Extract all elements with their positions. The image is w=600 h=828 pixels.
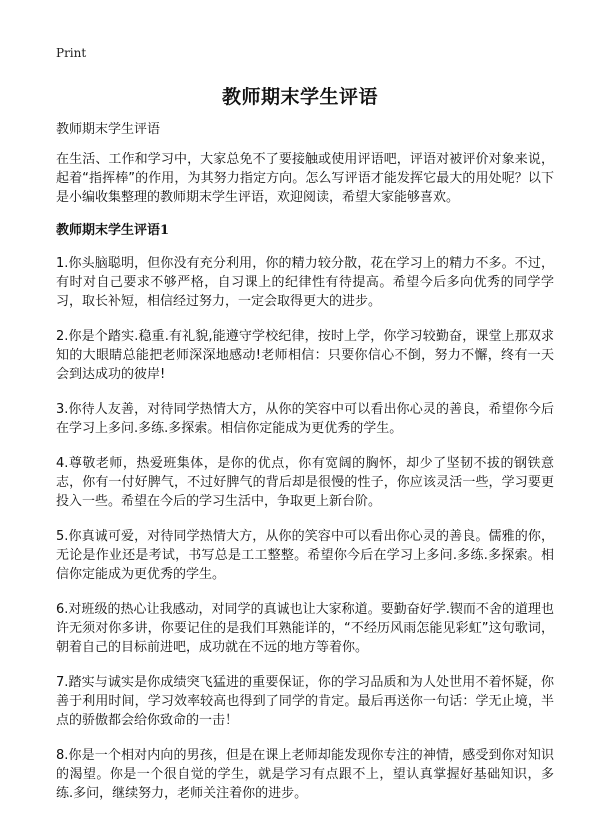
print-link[interactable]: Print [56, 46, 87, 60]
intro-paragraph: 在生活、工作和学习中，大家总免不了要接触或使用评语吧，评语对被评价对象来说，起着“指挥棒”的作用，为其努力指定方向。怎么写评语才能发挥它最大的用处呢？以下是小编收集整理的教师期末学生评语，欢迎阅读，希望大家能够喜欢。 [56, 152, 554, 205]
comment-item-4: 4.尊敬老师，热爱班集体，是你的优点，你有宽阔的胸怀，却少了坚韧不拔的钢铁意志，你有一付好脾气，不过好脾气的背后却是很慢的性子，你应该灵活一些，学习要更投入一些。希望在今后的学习生活中，争取更上新台阶。 [56, 456, 554, 509]
comment-item-3: 3.你待人友善，对待同学热情大方，从你的笑容中可以看出你心灵的善良，希望你今后在学习上多问.多练.多探索。相信你定能成为更优秀的学生。 [56, 402, 554, 436]
comment-item-1: 1.你头脑聪明，但你没有充分利用，你的精力较分散，花在学习上的精力不多。不过，有时对自己要求不够严格，自习课上的纪律性有待提高。希望今后多向优秀的同学学习，取长补短，相信经过努力，一定会取得更大的进步。 [56, 256, 554, 309]
comment-item-8: 8.你是一个相对内向的男孩，但是在课上老师却能发现你专注的神情，感受到你对知识的渴望。你是一个很自觉的学生，就是学习有点跟不上，望认真掌握好基础知识，多练.多问，继续努力，老师关注着你的进步。 [56, 748, 554, 801]
article-subtitle: 教师期末学生评语 [56, 122, 161, 137]
comment-item-7: 7.踏实与诚实是你成绩突飞猛进的重要保证，你的学习品质和为人处世用不着怀疑，你善于利用时间，学习效率较高也得到了同学的肯定。最后再送你一句话：学无止境，半点的骄傲都会给你致命的一击！ [56, 675, 554, 728]
comment-item-6: 6.对班级的热心让我感动，对同学的真诚也让大家称道。要勤奋好学.锲而不舍的道理也许无须对你多讲，你要记住的是我们耳熟能详的，“不经历风雨怎能见彩虹”这句歌词，朝着自己的目标前进吧，成功就在不远的地方等着你。 [56, 602, 554, 655]
comment-item-2: 2.你是个踏实.稳重.有礼貌,能遵守学校纪律，按时上学，你学习较勤奋，课堂上那双求知的大眼睛总能把老师深深地感动!老师相信：只要你信心不倒，努力不懈，终有一天会到达成功的彼岸! [56, 329, 554, 382]
section-heading: 教师期末学生评语1 [56, 223, 170, 238]
page-title: 教师期末学生评语 [221, 86, 378, 108]
comment-item-5: 5.你真诚可爱，对待同学热情大方，从你的笑容中可以看出你心灵的善良。儒雅的你，无论是作业还是考试，书写总是工工整整。希望你今后在学习上多问.多练.多探索。相信你定能成为更优秀的学生。 [56, 529, 554, 582]
article-body [56, 121, 554, 819]
